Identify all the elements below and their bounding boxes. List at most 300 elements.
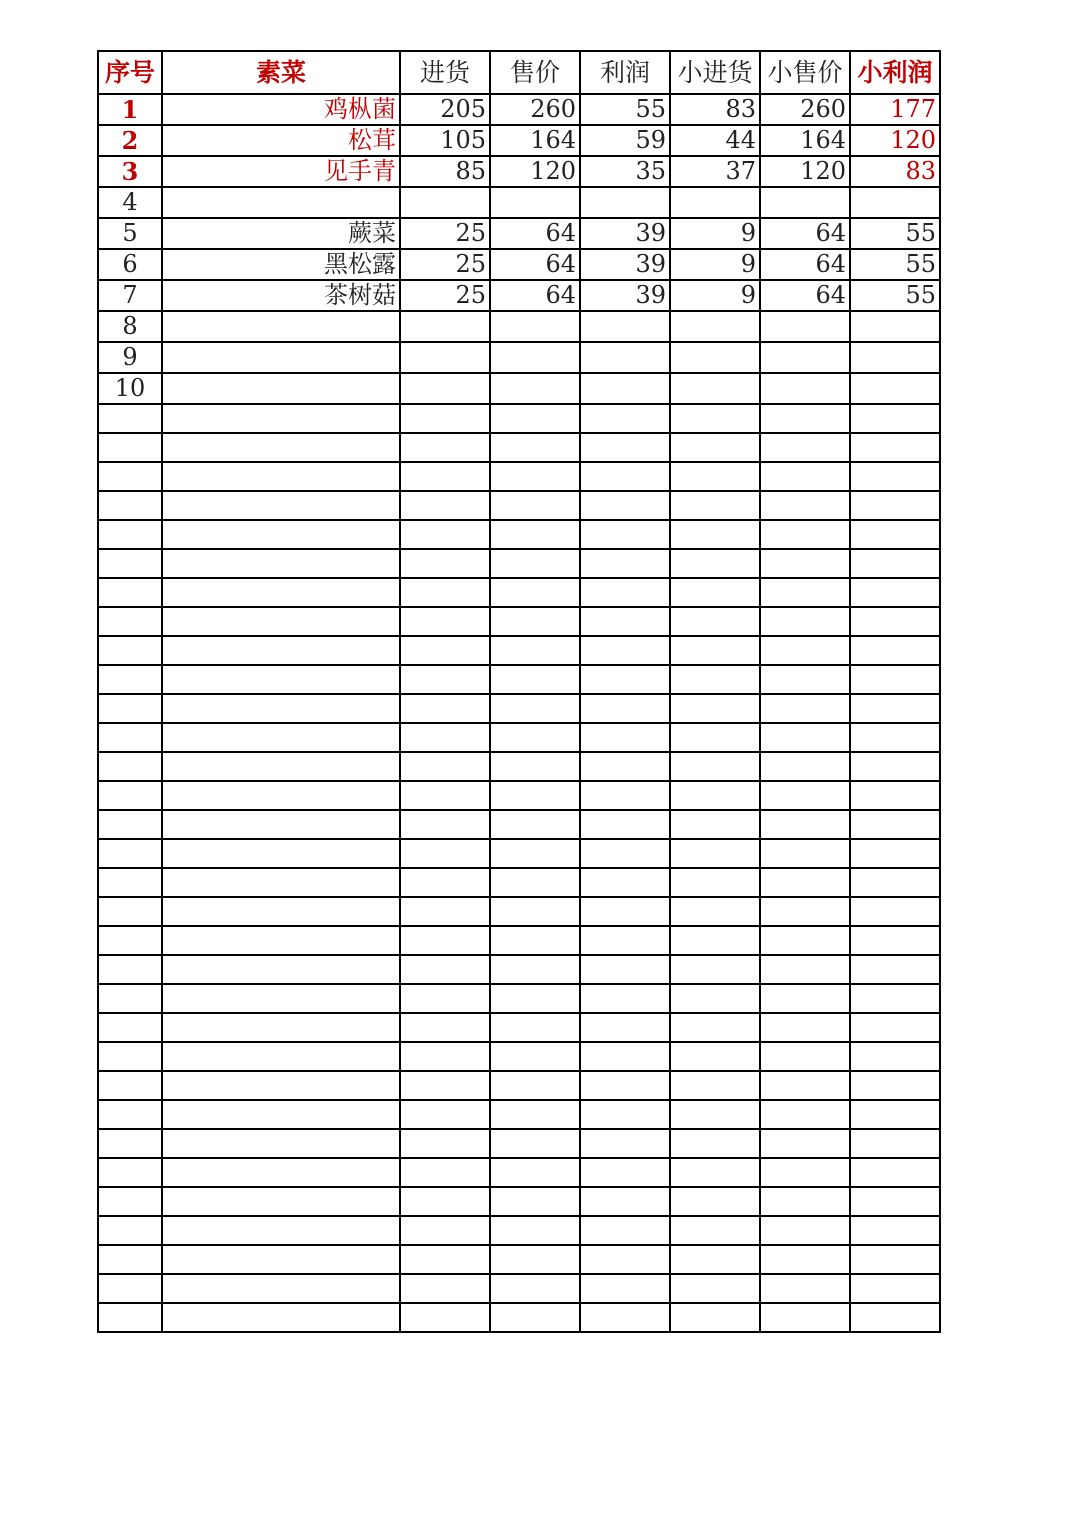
row-value (400, 373, 490, 404)
empty-row (98, 1158, 940, 1187)
header-seq: 序号 (98, 51, 162, 94)
empty-cell (850, 578, 940, 607)
empty-cell (490, 665, 580, 694)
empty-cell (580, 926, 670, 955)
empty-cell (850, 462, 940, 491)
empty-row (98, 1303, 940, 1332)
empty-cell (760, 955, 850, 984)
row-value (400, 342, 490, 373)
empty-cell (760, 868, 850, 897)
empty-cell (98, 1129, 162, 1158)
row-seq: 2 (98, 125, 162, 156)
empty-cell (400, 1187, 490, 1216)
empty-cell (400, 897, 490, 926)
empty-cell (98, 955, 162, 984)
row-value: 120 (850, 125, 940, 156)
empty-cell (98, 433, 162, 462)
empty-cell (670, 723, 760, 752)
empty-cell (490, 810, 580, 839)
row-value: 9 (670, 280, 760, 311)
empty-cell (850, 1187, 940, 1216)
row-value: 164 (490, 125, 580, 156)
empty-cell (580, 897, 670, 926)
empty-cell (850, 636, 940, 665)
row-value (400, 311, 490, 342)
empty-cell (490, 1013, 580, 1042)
table-row (98, 280, 940, 311)
table-row (98, 125, 940, 156)
empty-cell (400, 955, 490, 984)
empty-cell (162, 897, 400, 926)
empty-cell (98, 1100, 162, 1129)
empty-cell (580, 462, 670, 491)
empty-cell (162, 1013, 400, 1042)
empty-cell (162, 1158, 400, 1187)
empty-cell (670, 984, 760, 1013)
empty-cell (670, 404, 760, 433)
empty-cell (670, 1245, 760, 1274)
row-value (760, 187, 850, 218)
empty-cell (162, 723, 400, 752)
empty-cell (162, 781, 400, 810)
table-body (98, 94, 940, 1332)
empty-cell (670, 607, 760, 636)
empty-cell (490, 1274, 580, 1303)
empty-cell (580, 1303, 670, 1332)
empty-cell (490, 1129, 580, 1158)
empty-cell (670, 1100, 760, 1129)
row-value: 64 (490, 280, 580, 311)
row-value: 39 (580, 218, 670, 249)
empty-cell (760, 607, 850, 636)
empty-cell (670, 433, 760, 462)
empty-cell (760, 752, 850, 781)
empty-cell (760, 1129, 850, 1158)
empty-cell (760, 1071, 850, 1100)
row-value: 164 (760, 125, 850, 156)
empty-cell (400, 549, 490, 578)
empty-cell (670, 549, 760, 578)
empty-cell (98, 404, 162, 433)
empty-cell (670, 926, 760, 955)
empty-cell (162, 694, 400, 723)
empty-cell (400, 1245, 490, 1274)
row-value: 83 (850, 156, 940, 187)
empty-cell (162, 1129, 400, 1158)
empty-cell (850, 810, 940, 839)
empty-row (98, 607, 940, 636)
empty-cell (98, 752, 162, 781)
empty-cell (670, 781, 760, 810)
empty-row (98, 1187, 940, 1216)
empty-cell (760, 665, 850, 694)
empty-row (98, 1216, 940, 1245)
row-value: 37 (670, 156, 760, 187)
empty-cell (580, 1274, 670, 1303)
empty-cell (490, 1042, 580, 1071)
row-seq: 4 (98, 187, 162, 218)
empty-cell (580, 607, 670, 636)
empty-cell (490, 491, 580, 520)
empty-cell (162, 433, 400, 462)
row-value: 55 (580, 94, 670, 125)
empty-cell (162, 1187, 400, 1216)
empty-cell (162, 636, 400, 665)
row-value: 260 (490, 94, 580, 125)
header-cost: 进货 (400, 51, 490, 94)
empty-cell (98, 549, 162, 578)
empty-cell (850, 549, 940, 578)
empty-row (98, 520, 940, 549)
row-value: 9 (670, 249, 760, 280)
empty-cell (850, 781, 940, 810)
row-value: 64 (760, 218, 850, 249)
empty-cell (580, 1129, 670, 1158)
empty-cell (98, 1303, 162, 1332)
row-seq: 3 (98, 156, 162, 187)
row-seq: 10 (98, 373, 162, 404)
empty-cell (400, 984, 490, 1013)
empty-cell (400, 578, 490, 607)
empty-row (98, 984, 940, 1013)
empty-cell (162, 1071, 400, 1100)
empty-cell (580, 433, 670, 462)
empty-cell (162, 926, 400, 955)
row-name: 黑松露 (162, 249, 400, 280)
empty-cell (850, 1042, 940, 1071)
table-row (98, 218, 940, 249)
empty-row (98, 491, 940, 520)
empty-cell (580, 752, 670, 781)
empty-row (98, 1042, 940, 1071)
empty-cell (670, 955, 760, 984)
row-value (760, 342, 850, 373)
empty-cell (162, 578, 400, 607)
empty-cell (850, 665, 940, 694)
empty-cell (162, 549, 400, 578)
row-name (162, 187, 400, 218)
row-value: 59 (580, 125, 670, 156)
empty-cell (580, 1100, 670, 1129)
empty-cell (98, 578, 162, 607)
row-value: 55 (850, 249, 940, 280)
empty-cell (162, 955, 400, 984)
empty-cell (760, 1245, 850, 1274)
empty-cell (400, 810, 490, 839)
empty-cell (162, 1042, 400, 1071)
empty-cell (580, 404, 670, 433)
empty-cell (850, 752, 940, 781)
row-value (490, 187, 580, 218)
empty-cell (490, 897, 580, 926)
row-value: 55 (850, 280, 940, 311)
empty-cell (162, 984, 400, 1013)
empty-row (98, 1274, 940, 1303)
table-row (98, 342, 940, 373)
empty-cell (98, 868, 162, 897)
empty-cell (162, 810, 400, 839)
empty-cell (580, 520, 670, 549)
empty-cell (760, 810, 850, 839)
row-value: 25 (400, 249, 490, 280)
row-value: 85 (400, 156, 490, 187)
empty-cell (760, 549, 850, 578)
row-value: 9 (670, 218, 760, 249)
empty-cell (850, 984, 940, 1013)
empty-cell (850, 839, 940, 868)
empty-cell (162, 462, 400, 491)
empty-row (98, 462, 940, 491)
row-value: 55 (850, 218, 940, 249)
empty-cell (580, 1245, 670, 1274)
empty-cell (490, 1245, 580, 1274)
empty-cell (98, 897, 162, 926)
empty-cell (850, 1071, 940, 1100)
empty-cell (760, 1158, 850, 1187)
empty-cell (490, 1216, 580, 1245)
row-value (760, 311, 850, 342)
empty-cell (760, 1187, 850, 1216)
empty-cell (670, 636, 760, 665)
header-price: 售价 (490, 51, 580, 94)
row-value (400, 187, 490, 218)
empty-cell (98, 665, 162, 694)
empty-cell (162, 1303, 400, 1332)
row-value (490, 311, 580, 342)
empty-cell (98, 839, 162, 868)
table-row (98, 187, 940, 218)
empty-row (98, 1071, 940, 1100)
empty-cell (400, 1042, 490, 1071)
empty-cell (400, 1013, 490, 1042)
empty-cell (670, 1071, 760, 1100)
empty-cell (850, 926, 940, 955)
empty-cell (490, 723, 580, 752)
empty-cell (400, 462, 490, 491)
empty-cell (98, 1071, 162, 1100)
empty-cell (670, 578, 760, 607)
row-name (162, 342, 400, 373)
empty-cell (162, 839, 400, 868)
empty-cell (400, 665, 490, 694)
row-value: 35 (580, 156, 670, 187)
row-value (580, 311, 670, 342)
empty-cell (760, 926, 850, 955)
row-value: 64 (760, 280, 850, 311)
row-seq: 7 (98, 280, 162, 311)
empty-row (98, 694, 940, 723)
empty-cell (850, 1100, 940, 1129)
empty-cell (670, 1303, 760, 1332)
empty-cell (400, 1216, 490, 1245)
empty-cell (580, 984, 670, 1013)
empty-cell (400, 404, 490, 433)
empty-cell (162, 868, 400, 897)
empty-cell (98, 1274, 162, 1303)
empty-cell (490, 752, 580, 781)
row-value: 177 (850, 94, 940, 125)
empty-cell (760, 491, 850, 520)
empty-cell (98, 520, 162, 549)
row-value (490, 373, 580, 404)
empty-cell (580, 839, 670, 868)
empty-cell (580, 723, 670, 752)
row-value (670, 373, 760, 404)
empty-cell (98, 810, 162, 839)
table-row (98, 373, 940, 404)
empty-cell (760, 897, 850, 926)
empty-cell (400, 723, 490, 752)
empty-cell (490, 839, 580, 868)
empty-cell (162, 520, 400, 549)
empty-cell (580, 1013, 670, 1042)
empty-cell (850, 520, 940, 549)
empty-cell (580, 549, 670, 578)
empty-cell (580, 694, 670, 723)
empty-cell (850, 607, 940, 636)
empty-cell (400, 1274, 490, 1303)
empty-cell (490, 955, 580, 984)
row-value (850, 342, 940, 373)
row-value: 205 (400, 94, 490, 125)
empty-cell (400, 1129, 490, 1158)
empty-cell (580, 665, 670, 694)
empty-cell (98, 723, 162, 752)
table-row (98, 249, 940, 280)
empty-cell (98, 1187, 162, 1216)
empty-cell (670, 1216, 760, 1245)
empty-cell (670, 1158, 760, 1187)
empty-row (98, 839, 940, 868)
empty-row (98, 549, 940, 578)
empty-cell (850, 1245, 940, 1274)
empty-cell (580, 781, 670, 810)
empty-cell (400, 694, 490, 723)
empty-cell (850, 1013, 940, 1042)
empty-cell (98, 1216, 162, 1245)
empty-cell (400, 1303, 490, 1332)
row-name (162, 373, 400, 404)
empty-cell (760, 578, 850, 607)
empty-cell (490, 1158, 580, 1187)
price-table (97, 50, 941, 1333)
row-seq: 6 (98, 249, 162, 280)
empty-cell (490, 781, 580, 810)
empty-cell (850, 1216, 940, 1245)
empty-row (98, 1129, 940, 1158)
row-value: 105 (400, 125, 490, 156)
row-value: 120 (490, 156, 580, 187)
empty-cell (850, 723, 940, 752)
empty-cell (98, 984, 162, 1013)
row-value (850, 187, 940, 218)
empty-row (98, 1013, 940, 1042)
row-value: 260 (760, 94, 850, 125)
empty-cell (580, 1042, 670, 1071)
row-value (580, 373, 670, 404)
table-row (98, 311, 940, 342)
empty-cell (760, 1303, 850, 1332)
empty-row (98, 723, 940, 752)
empty-row (98, 897, 940, 926)
empty-cell (400, 926, 490, 955)
empty-cell (400, 1071, 490, 1100)
empty-row (98, 926, 940, 955)
empty-cell (580, 636, 670, 665)
header-name: 素菜 (162, 51, 400, 94)
row-value (580, 342, 670, 373)
header-profit: 利润 (580, 51, 670, 94)
empty-cell (490, 694, 580, 723)
row-seq: 9 (98, 342, 162, 373)
row-value: 83 (670, 94, 760, 125)
empty-cell (670, 491, 760, 520)
empty-cell (850, 897, 940, 926)
empty-cell (400, 868, 490, 897)
empty-cell (490, 984, 580, 1013)
empty-row (98, 1100, 940, 1129)
empty-cell (850, 1129, 940, 1158)
empty-cell (670, 1129, 760, 1158)
empty-cell (580, 1216, 670, 1245)
header-small-price: 小售价 (760, 51, 850, 94)
row-name: 见手青 (162, 156, 400, 187)
empty-cell (162, 1274, 400, 1303)
empty-cell (400, 491, 490, 520)
empty-cell (98, 1158, 162, 1187)
empty-cell (162, 665, 400, 694)
empty-cell (98, 926, 162, 955)
empty-cell (670, 1013, 760, 1042)
empty-cell (98, 781, 162, 810)
empty-cell (670, 520, 760, 549)
table-row (98, 156, 940, 187)
empty-cell (98, 636, 162, 665)
empty-cell (760, 404, 850, 433)
empty-row (98, 810, 940, 839)
empty-cell (162, 491, 400, 520)
row-value (490, 342, 580, 373)
empty-row (98, 404, 940, 433)
empty-cell (850, 694, 940, 723)
empty-row (98, 665, 940, 694)
row-value (670, 342, 760, 373)
row-value: 44 (670, 125, 760, 156)
empty-cell (760, 1100, 850, 1129)
row-value (580, 187, 670, 218)
empty-cell (490, 1100, 580, 1129)
empty-cell (580, 578, 670, 607)
empty-row (98, 636, 940, 665)
empty-cell (162, 752, 400, 781)
empty-cell (162, 404, 400, 433)
empty-cell (400, 1100, 490, 1129)
empty-cell (490, 868, 580, 897)
empty-cell (98, 694, 162, 723)
empty-cell (760, 520, 850, 549)
row-value: 120 (760, 156, 850, 187)
empty-row (98, 955, 940, 984)
empty-cell (490, 404, 580, 433)
empty-cell (490, 1303, 580, 1332)
empty-cell (400, 520, 490, 549)
header-small-profit: 小利润 (850, 51, 940, 94)
empty-cell (162, 607, 400, 636)
empty-cell (760, 1042, 850, 1071)
row-value: 25 (400, 280, 490, 311)
row-name: 茶树菇 (162, 280, 400, 311)
empty-cell (850, 491, 940, 520)
